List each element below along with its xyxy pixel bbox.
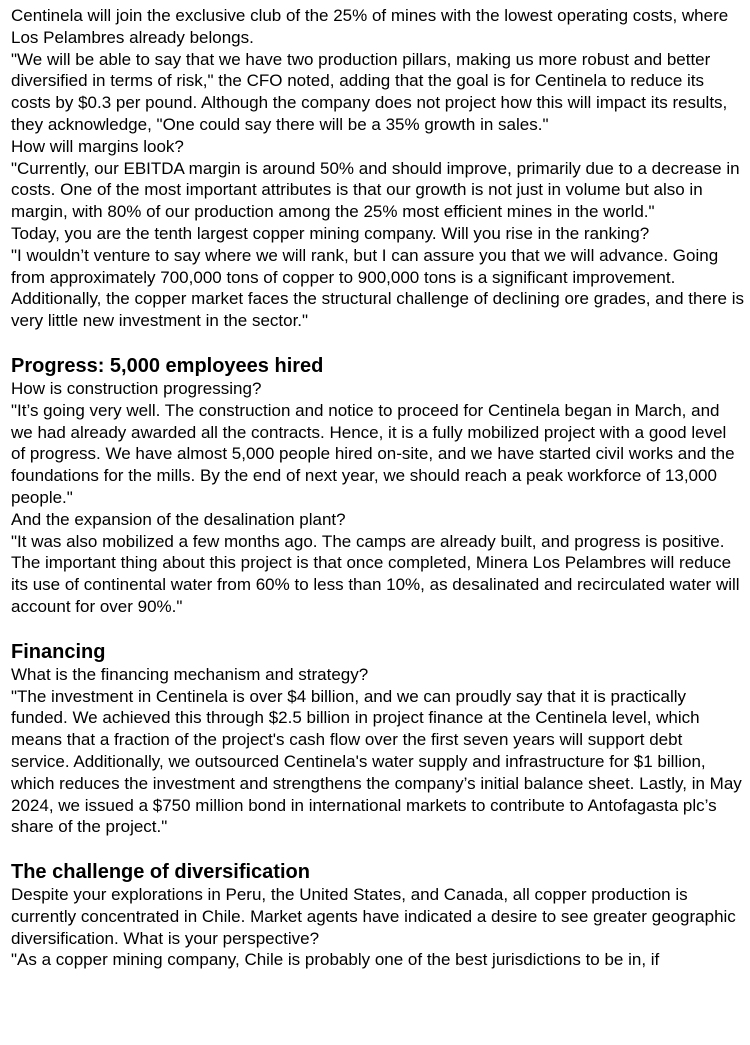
progress-heading: Progress: 5,000 employees hired xyxy=(11,354,324,377)
paragraph-cfo-quote: "We will be able to say that we have two production pillars, making us more robust and better diversified in terms of risk," the CFO noted, adding that the goal is for Centinela to reduce its costs by $0.3 per pound. Although the company does not project how this will impact its results, they acknowledge, "One could say there will be a 35% growth in sales." xyxy=(11,49,728,134)
answer-construction: "It’s going very well. The construction and notice to proceed for Centinela began in March, and we had already awarded all the contracts. Hence, it is a fully mobilized project with a good level of progress. We have almost 5,000 people hired on-site, and we have started civil works and the foundations for the mills. By the end of next year, we should reach a peak workforce of 13,000 people." xyxy=(11,400,735,507)
answer-diversification: "As a copper mining company, Chile is probably one of the best jurisdictions to be in, if xyxy=(11,950,660,970)
progress-section xyxy=(11,354,744,618)
intro-section xyxy=(11,5,744,332)
answer-financing: "The investment in Centinela is over $4 billion, and we can proudly say that it is practically funded. We achieved this through $2.5 billion in project finance at the Centinela level, which means that a fraction of the project's cash flow over the first seven years will support debt service. Additionally, we outsourced Centinela's water supply and infrastructure for $1 billion, which reduces the investment and strengthens the company’s initial balance sheet. Lastly, in May 2024, we issued a $750 million bond in international markets to contribute to Antofagasta plc’s share of the project." xyxy=(11,686,742,837)
answer-margins: "Currently, our EBITDA margin is around 50% and should improve, primarily due to a decrease in costs. One of the most important attributes is that our growth is not just in volume but also in margin, with 80% of our production among the 25% most efficient mines in the world." xyxy=(11,158,740,222)
diversification-heading: The challenge of diversification xyxy=(11,861,310,884)
financing-section xyxy=(11,640,744,838)
diversification-section xyxy=(11,860,744,971)
question-diversification: Despite your explorations in Peru, the United States, and Canada, all copper production is currently concentrated in Chile. Market agents have indicated a desire to see greater geographic diversification. What is your perspective? xyxy=(11,885,736,948)
question-construction: How is construction progressing? xyxy=(11,378,262,398)
question-financing: What is the financing mechanism and strategy? xyxy=(11,664,369,684)
question-desalination: And the expansion of the desalination plant? xyxy=(11,509,346,529)
question-ranking: Today, you are the tenth largest copper mining company. Will you rise in the ranking? xyxy=(11,223,650,243)
answer-ranking: "I wouldn’t venture to say where we will rank, but I can assure you that we will advance. Going from approximately 700,000 tons of copper to 900,000 tons is a significant improvement. Additionally, the copper market faces the structural challenge of declining ore grades, and there is very little new investment in the sector." xyxy=(11,245,744,331)
answer-desalination: "It was also mobilized a few months ago. The camps are already built, and progress is positive. The important thing about this project is that once completed, Minera Los Pelambres will reduce its use of continental water from 60% to less than 10%, as desalinated and recirculated water will account for over 90%." xyxy=(11,531,740,616)
financing-heading: Financing xyxy=(11,640,106,663)
paragraph-lowest-cost-club: Centinela will join the exclusive club of the 25% of mines with the lowest operating costs, where Los Pelambres already belongs. xyxy=(11,6,729,47)
question-margins: How will margins look? xyxy=(11,136,184,156)
